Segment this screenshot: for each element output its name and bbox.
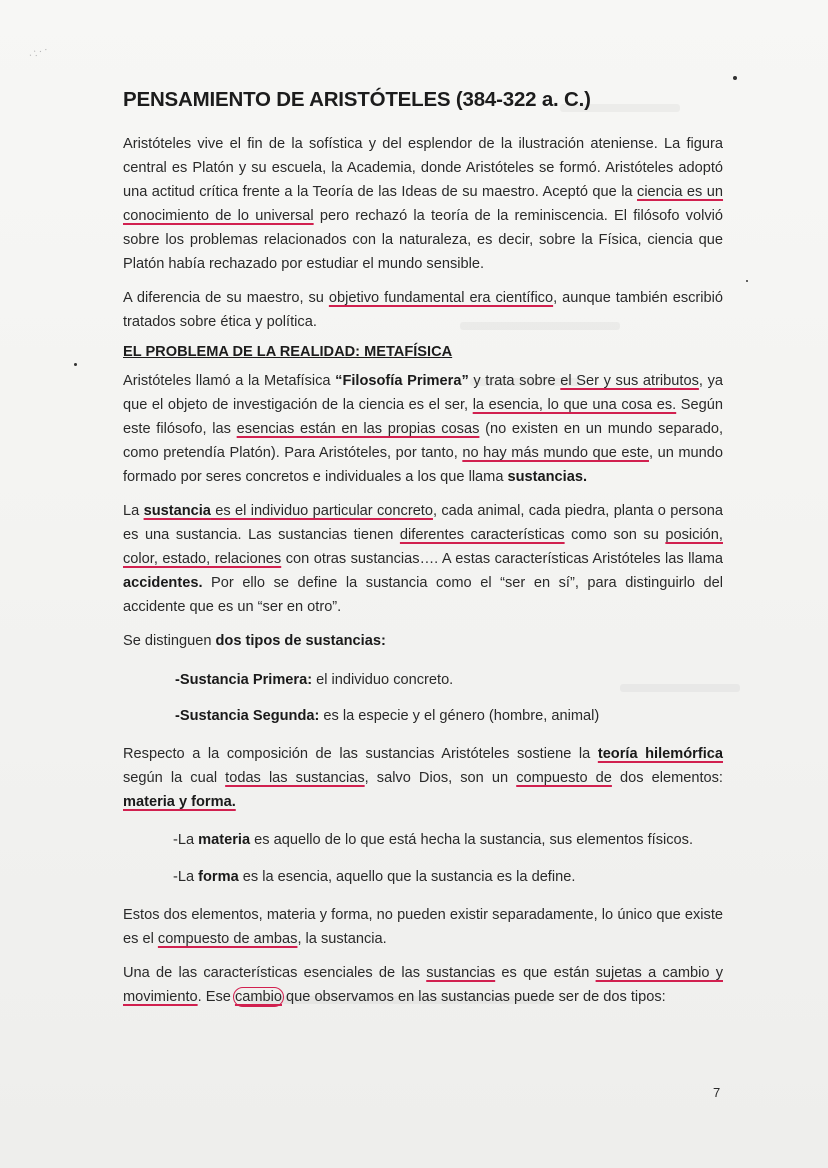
tipo-item <box>175 704 723 728</box>
paragraph-text: Aristóteles llamó a la Metafísica <box>123 373 336 389</box>
paragraph-text: Estos dos elementos, materia y forma, no pueden existir separadamente, lo único que existe es el <box>123 907 723 947</box>
paragraph-text: , un mundo formado por seres concretos e individuales a los que llama <box>123 445 723 485</box>
paragraph-text: es la esencia, aquello que la sustancia es la define. <box>238 869 576 885</box>
elemento-item <box>173 865 723 889</box>
ink-dot <box>733 76 737 80</box>
paragraph-text: y trata sobre <box>468 373 561 389</box>
paragraph-text: Una de las características esenciales de las <box>123 965 427 981</box>
margin-stain: ·:·· <box>26 42 52 62</box>
bold-term: dos tipos de sustancias: <box>215 633 386 649</box>
paragraph-text: Según este filósofo, las <box>123 397 723 437</box>
paragraph-text: A diferencia de su maestro, su <box>123 290 329 306</box>
annotated-phrase: todas las sustancias <box>225 770 365 786</box>
ink-dot <box>74 363 77 366</box>
cambio-paragraph <box>123 961 723 1009</box>
tipos-intro <box>123 629 723 653</box>
annotated-phrase: el Ser y sus atributos <box>560 373 699 389</box>
annotated-phrase: cambio <box>234 989 282 1005</box>
bold-term: -Sustancia Primera: <box>175 672 313 688</box>
bold-term: sustancia <box>143 503 211 519</box>
bold-term: materia y forma. <box>123 794 236 810</box>
paragraph-text: (no existen en un mundo separado, como pretendía Platón). Para Aristóteles, por tanto, <box>123 421 723 461</box>
paragraph-text: que observamos en las sustancias puede ser de dos tipos: <box>281 989 666 1005</box>
metafisica-paragraph <box>123 369 723 489</box>
paragraph-text: Se distinguen <box>123 633 216 649</box>
paragraph-text: , ya que el objeto de investigación de la ciencia es el ser, <box>123 373 723 413</box>
bold-term: materia <box>198 832 251 848</box>
intro-text: pero rechazó la teoría de la reminiscencia. El filósofo volvió sobre los problemas relacionados con la naturaleza, es decir, sobre la Física, ciencia que Platón había rechazado por estudiar el mundo sensible. <box>123 208 723 272</box>
annotated-phrase: objetivo fundamental era científico <box>328 290 554 306</box>
annotated-phrase: sustancias <box>426 965 496 981</box>
annotated-phrase: compuesto de ambas <box>157 931 298 947</box>
elemento-item <box>173 828 723 852</box>
paragraph-text: Por ello se define la sustancia como el “ser en sí”, para distinguirlo del accidente que es un “ser en otro”. <box>123 575 723 615</box>
paragraph-text: es la especie y el género (hombre, animal) <box>319 708 600 724</box>
paragraph-text: con otras sustancias…. A estas características Aristóteles las llama <box>281 551 724 567</box>
hilemorfica-paragraph <box>123 742 723 814</box>
sustancia-paragraph <box>123 499 723 619</box>
paragraph-text: según la cual <box>123 770 226 786</box>
paragraph-text: , salvo Dios, son un <box>364 770 517 786</box>
paragraph-text: Respecto a la composición de las sustancias Aristóteles sostiene la <box>123 746 598 762</box>
annotated-phrase: esencias están en las propias cosas <box>236 421 480 437</box>
paragraph-text: es que están <box>495 965 596 981</box>
paragraph-text: . Ese <box>197 989 235 1005</box>
bold-term: “Filosofía Primera” <box>335 373 469 389</box>
paragraph-text: el individuo concreto. <box>312 672 454 688</box>
paragraph-text: -La <box>173 832 199 848</box>
annotated-phrase: ciencia es un conocimiento de lo universal <box>123 184 724 224</box>
ink-dot <box>746 280 748 282</box>
intro-text: Aceptó que la <box>542 184 638 200</box>
annotated-phrase: es el individuo particular concreto <box>210 503 433 519</box>
paragraph-text: , la sustancia. <box>297 931 387 947</box>
compuesto-paragraph <box>123 903 723 951</box>
bold-term: teoría hilemórfica <box>597 746 723 762</box>
tipo-item <box>175 668 723 692</box>
paragraph-text: , cada animal, cada piedra, planta o persona es una sustancia. Las sustancias tienen <box>123 503 723 543</box>
paragraph-text: es aquello de lo que está hecha la sustancia, sus elementos físicos. <box>250 832 694 848</box>
annotated-phrase: no hay más mundo que este <box>462 445 649 461</box>
paragraph-text: , aunque también escribió tratados sobre ética y política. <box>123 290 723 330</box>
page-number: 7 <box>713 1085 721 1100</box>
bold-term: sustancias. <box>507 469 588 485</box>
annotated-phrase: posición, color, estado, relaciones <box>123 527 723 567</box>
bold-term: -Sustancia Segunda: <box>175 708 320 724</box>
paragraph-text: como son su <box>564 527 666 543</box>
objective-paragraph <box>123 286 723 334</box>
annotated-phrase: compuesto de <box>516 770 612 786</box>
paragraph-text: dos elementos: <box>611 770 723 786</box>
page-title: PENSAMIENTO DE ARISTÓTELES (384-322 a. C.) <box>123 88 591 111</box>
intro-paragraph <box>123 132 723 276</box>
bold-term: accidentes. <box>123 575 203 591</box>
paragraph-text: -La <box>173 869 199 885</box>
document-body <box>123 88 723 1009</box>
annotated-phrase: diferentes características <box>399 527 565 543</box>
bold-term: forma <box>198 869 239 885</box>
paragraph-text: La <box>123 503 144 519</box>
section-heading: EL PROBLEMA DE LA REALIDAD: METAFÍSICA <box>123 344 453 360</box>
annotated-phrase: la esencia, lo que una cosa es. <box>472 397 677 413</box>
intro-text: Aristóteles vive el fin de la sofística y del esplendor de la ilustración ateniense. La figura central es Platón y su escuela, la Academia, donde Aristóteles se formó. Aristóteles adoptó una actitud crítica frente a la Teoría de las Ideas de su maestro. <box>123 136 723 200</box>
annotated-phrase: sujetas a cambio y movimiento <box>123 965 723 1005</box>
